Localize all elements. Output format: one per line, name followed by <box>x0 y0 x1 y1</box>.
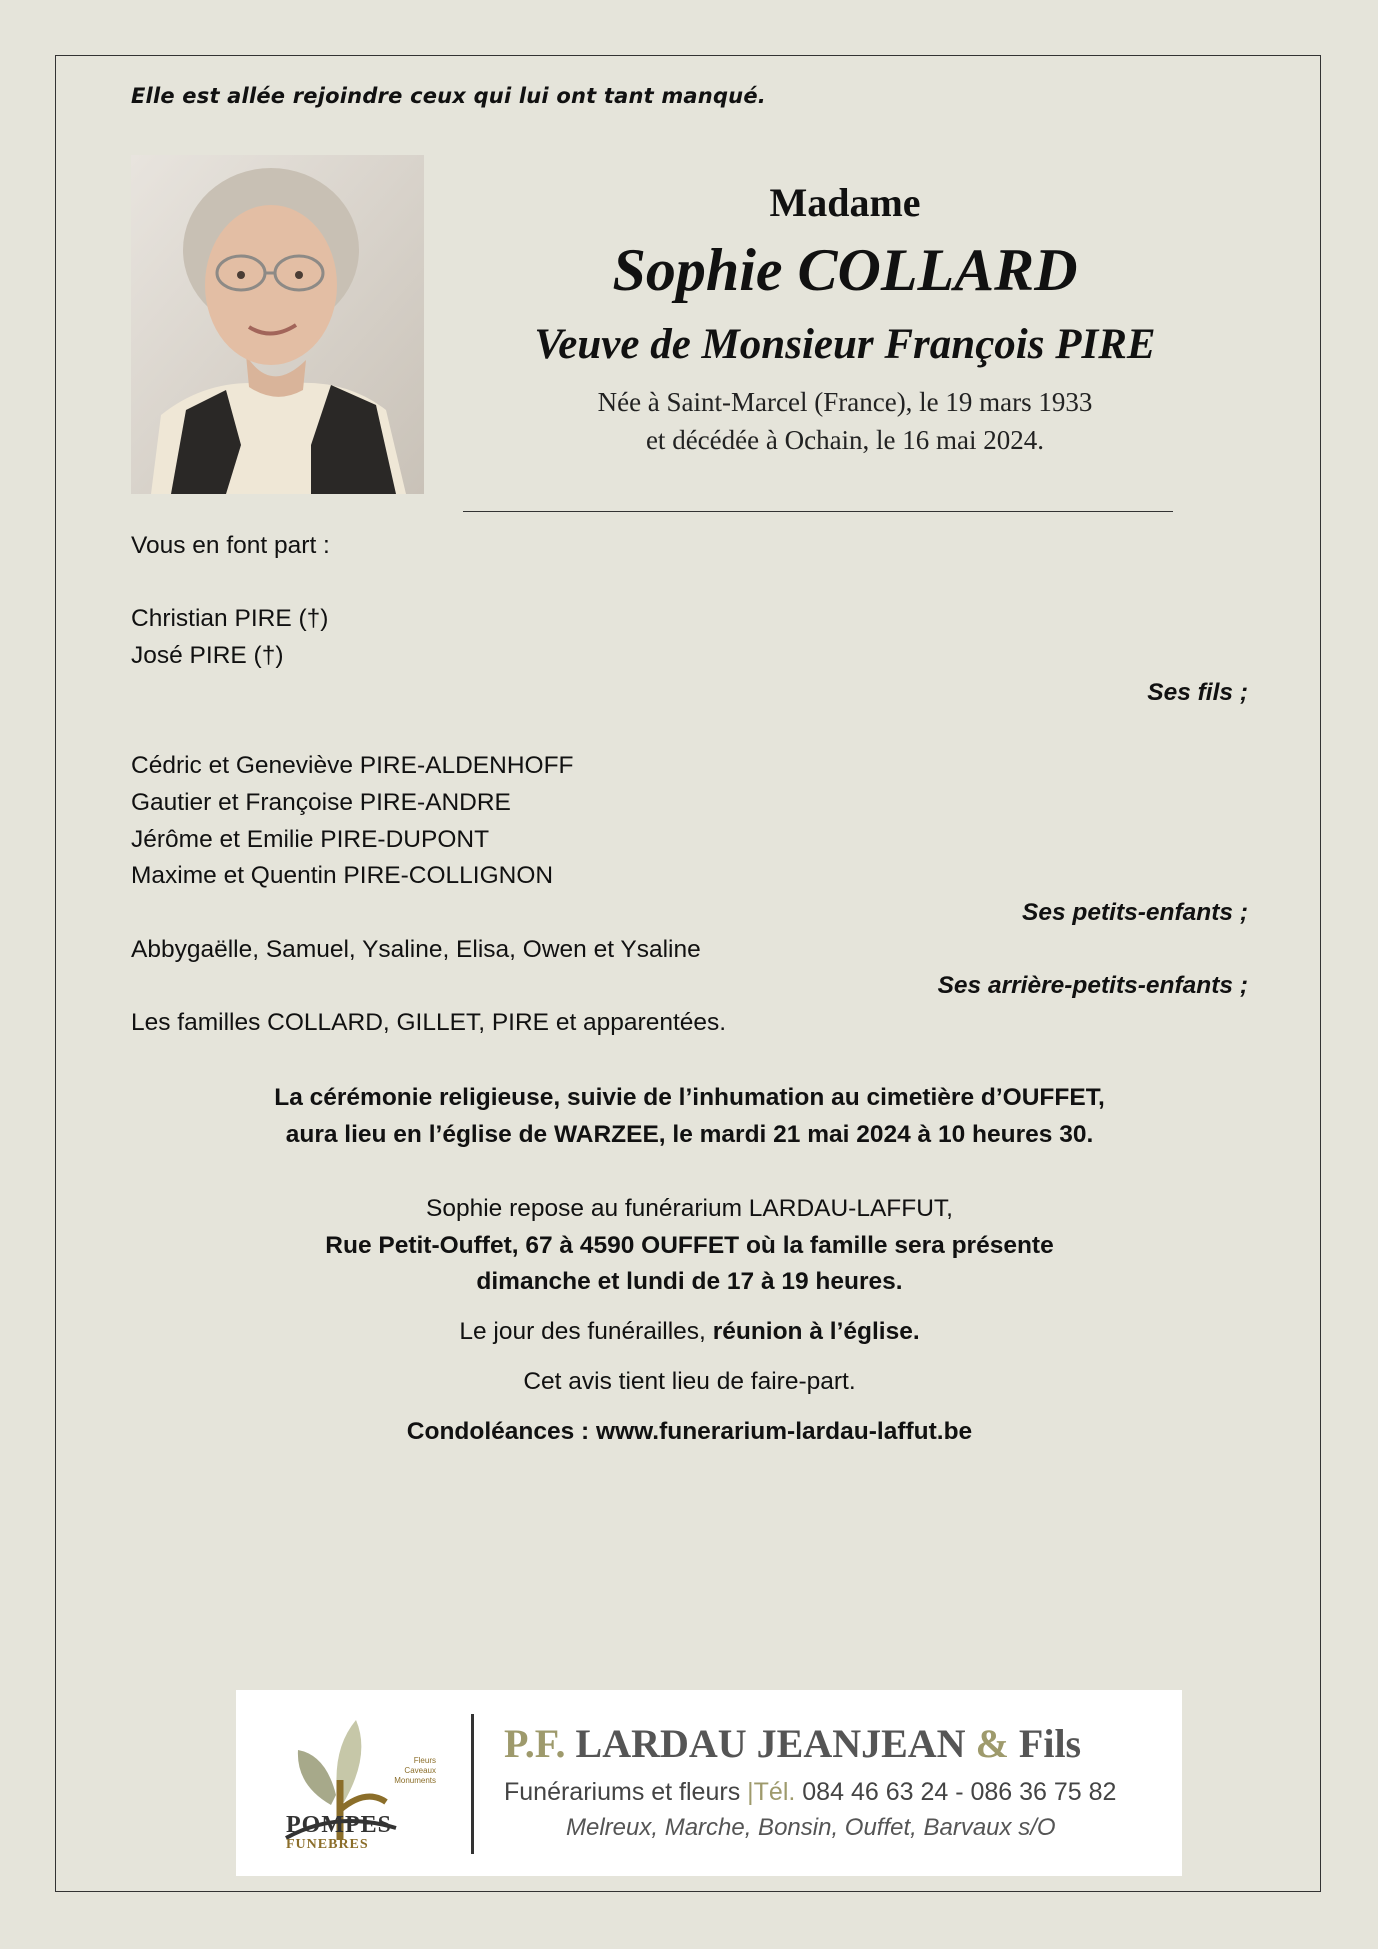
funerarium-line-3: dimanche et lundi de 17 à 19 heures. <box>476 1268 903 1296</box>
list-item: Jérôme et Emilie PIRE-DUPONT <box>131 825 490 853</box>
epitaph-quote: Elle est allée rejoindre ceux qui lui ont tant manqué. <box>131 84 766 108</box>
logo-company-name: P.F. LARDAU JEANJEAN & Fils <box>504 1721 1082 1766</box>
funerarium-line-1: Sophie repose au funérarium LARDAU-LAFFUT, <box>426 1195 953 1222</box>
header-divider <box>463 511 1173 512</box>
funeral-day-bold: réunion à l’église. <box>712 1318 920 1345</box>
condolences-line: Condoléances : www.funerarium-lardau-laffut.be <box>406 1418 973 1445</box>
great-grandchildren-label: Ses arrière-petits-enfants ; <box>937 972 1248 1000</box>
deceased-header <box>460 175 1230 459</box>
spacer <box>131 565 1248 602</box>
logo-pompes-funebres: POMPES FUNEBRES <box>286 1812 392 1852</box>
logo-locations: Melreux, Marche, Bonsin, Ouffet, Barvaux s/O <box>566 1814 1056 1841</box>
list-item: Maxime et Quentin PIRE-COLLIGNON <box>131 862 554 890</box>
sons-label: Ses fils ; <box>1147 678 1248 706</box>
logo-divider <box>471 1714 474 1854</box>
list-item: José PIRE (†) <box>131 642 284 670</box>
ceremony-line-2: aura lieu en l’église de WARZEE, le mardi 21 mai 2024 à 10 heures 30. <box>285 1120 1094 1148</box>
funerarium-line-2: Rue Petit-Ouffet, 67 à 4590 OUFFET où la famille sera présente <box>325 1231 1054 1259</box>
funerarium-info <box>131 1191 1248 1301</box>
dates <box>460 383 1230 459</box>
funeral-day-line <box>131 1314 1248 1351</box>
funeral-home-logo <box>236 1690 1182 1876</box>
funeral-day-prefix: Le jour des funérailles, <box>459 1318 713 1345</box>
portrait-photo <box>131 155 424 494</box>
list-item: Gautier et Françoise PIRE-ANDRE <box>131 788 511 816</box>
list-item: Abbygaëlle, Samuel, Ysaline, Elisa, Owen et Ysaline <box>131 935 701 963</box>
title: Madame <box>769 180 921 225</box>
logo-tagline: Fleurs Caveaux Monuments <box>394 1756 436 1785</box>
notice-line: Cet avis tient lieu de faire-part. <box>523 1368 856 1395</box>
families-line: Les familles COLLARD, GILLET, PIRE et apparentées. <box>131 1008 727 1036</box>
announce-line: Vous en font part : <box>131 532 330 559</box>
spacer <box>131 711 1248 748</box>
ceremony-info <box>131 1080 1248 1153</box>
deceased-name: Sophie COLLARD <box>612 237 1078 303</box>
grandchildren-label: Ses petits-enfants ; <box>1022 898 1248 926</box>
ceremony-line-1: La cérémonie religieuse, suivie de l’inhumation au cimetière d’OUFFET, <box>274 1084 1105 1111</box>
list-item: Cédric et Geneviève PIRE-ALDENHOFF <box>131 752 574 780</box>
family-list <box>131 528 1248 1042</box>
logo-contact: Funérariums et fleurs |Tél. 084 46 63 24 - 086 36 75 82 <box>504 1778 1117 1806</box>
list-item: Christian PIRE (†) <box>131 605 329 633</box>
death-line: et décédée à Ochain, le 16 mai 2024. <box>645 425 1045 455</box>
widow-line: Veuve de Monsieur François PIRE <box>534 321 1156 368</box>
birth-line: Née à Saint-Marcel (France), le 19 mars 1933 <box>597 387 1093 417</box>
